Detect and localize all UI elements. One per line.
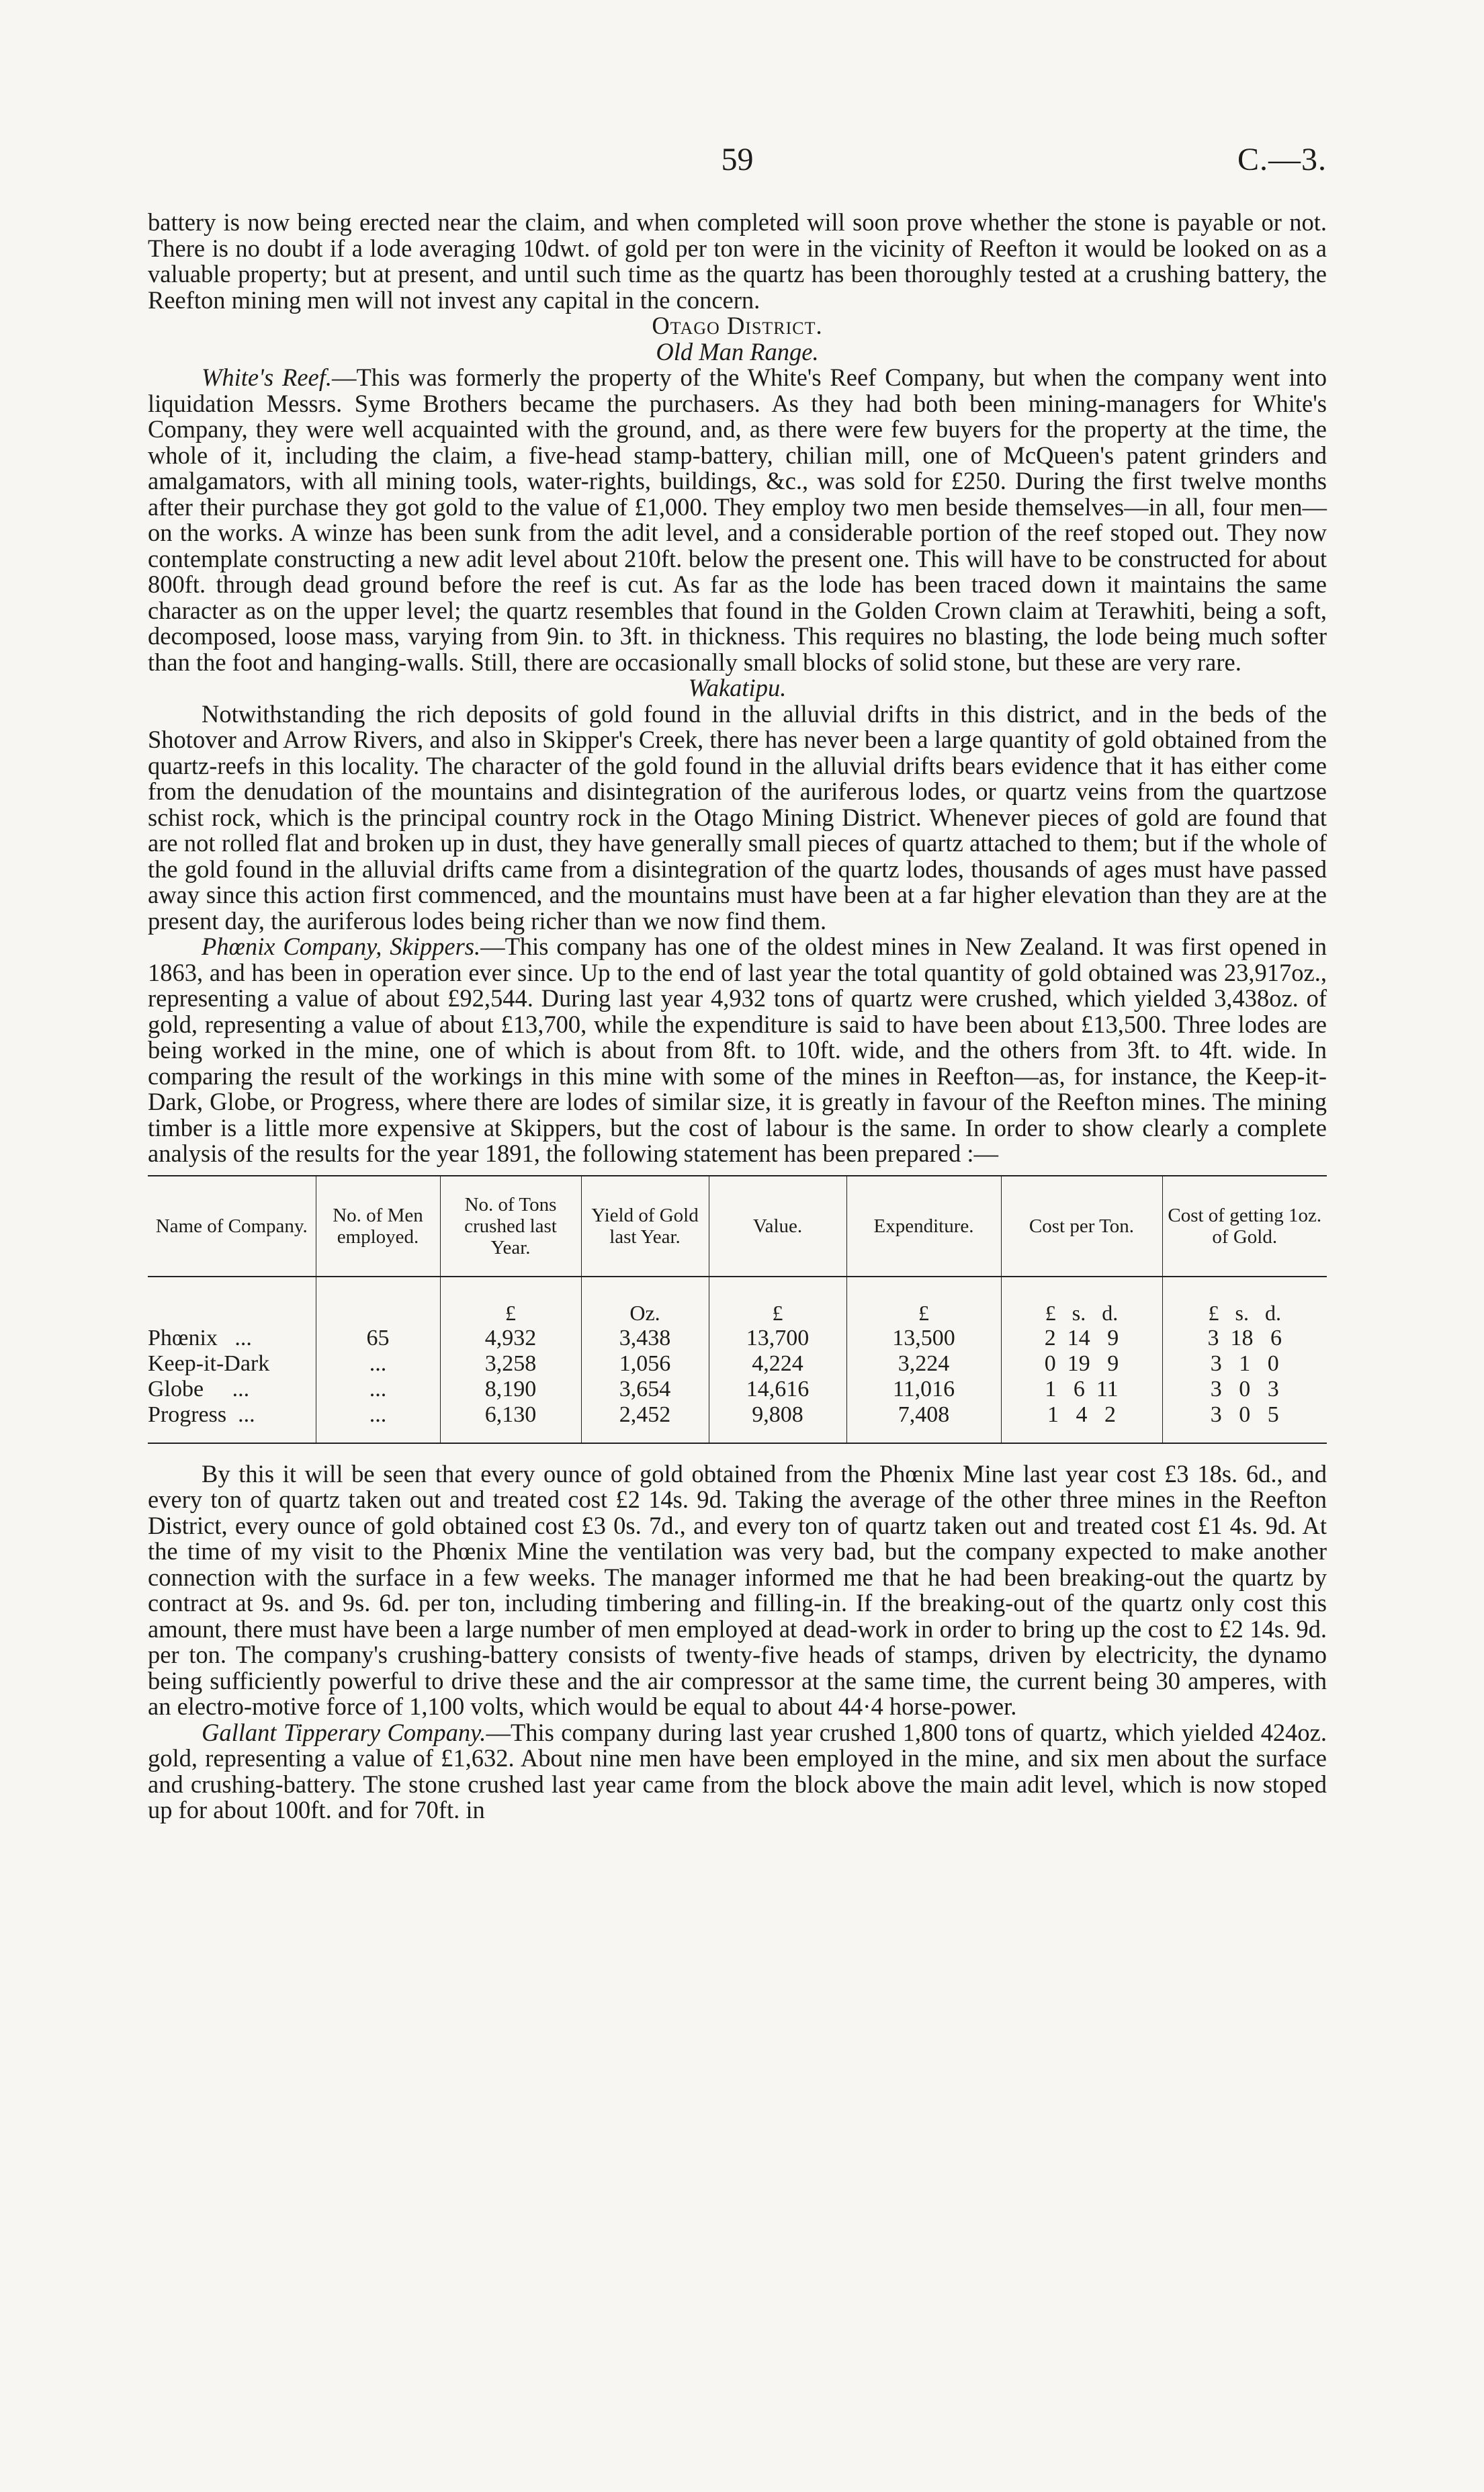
- expenditure-cell: 11,016: [846, 1377, 1001, 1402]
- tons-cell: 8,190: [440, 1377, 581, 1402]
- expenditure-cell: 13,500: [846, 1326, 1001, 1351]
- header-company: Name of Company.: [148, 1176, 316, 1277]
- whites-reef-lead: White's Reef.: [202, 363, 332, 391]
- value-cell: 4,224: [709, 1351, 846, 1377]
- cost-per-ton-cell: 2 14 9: [1001, 1326, 1162, 1351]
- company-name: Keep-it-Dark: [148, 1351, 316, 1377]
- expenditure-cell: 3,224: [846, 1351, 1001, 1377]
- value-cell: 14,616: [709, 1377, 846, 1402]
- header-tons: No. of Tons crushed last Year.: [440, 1176, 581, 1277]
- document-reference: C.—3.: [1237, 142, 1327, 177]
- yield-cell: 1,056: [581, 1351, 709, 1377]
- gallant-tipperary-text: —This company during last year crushed 1,800 tons of quartz, which yielded 424oz. gold, representing a value of £1,632. About nine men have been employed in the mine, and six men about the surface and crushing-battery. The stone crushed last year came from the block above the main adit level, which is now stoped up for about 100ft. and for 70ft. in: [148, 1718, 1327, 1823]
- cost-per-ton-cell: 0 19 9: [1001, 1351, 1162, 1377]
- tons-cell: 4,932: [440, 1326, 581, 1351]
- cost-per-oz-cell: 3 18 6: [1207, 1325, 1282, 1350]
- table-row: [148, 1351, 1327, 1377]
- tons-cell: 3,258: [440, 1351, 581, 1377]
- gallant-tipperary-paragraph: [148, 1720, 1327, 1823]
- cost-per-ton-cell: 1 4 2: [1001, 1402, 1162, 1443]
- yield-cell: 3,438: [581, 1326, 709, 1351]
- wakatipu-heading: Wakatipu.: [688, 674, 787, 701]
- unit-cell: £ s. d.: [1001, 1277, 1162, 1326]
- unit-cell: £ s. d.: [1208, 1300, 1281, 1325]
- mine-results-table: [148, 1175, 1327, 1444]
- company-name: Progress ...: [148, 1402, 316, 1443]
- whites-reef-paragraph: [148, 365, 1327, 675]
- header-cost-per-ton: Cost per Ton.: [1001, 1176, 1162, 1277]
- cost-per-ton-cell: 1 6 11: [1001, 1377, 1162, 1402]
- cost-per-oz-cell: 3 0 3: [1210, 1376, 1279, 1402]
- tons-cell: 6,130: [440, 1402, 581, 1443]
- unit-cell: £: [440, 1277, 581, 1326]
- unit-cell: Oz.: [581, 1277, 709, 1326]
- men-cell: ...: [316, 1402, 440, 1443]
- company-name: Phœnix ...: [148, 1326, 316, 1351]
- expenditure-cell: 7,408: [846, 1402, 1001, 1443]
- table-row: [148, 1377, 1327, 1402]
- cost-per-oz-cell: 3 0 5: [1162, 1402, 1327, 1443]
- yield-cell: 2,452: [581, 1402, 709, 1443]
- intro-paragraph: battery is now being erected near the claim, and when completed will soon prove whether the stone is payable or not. There is no doubt if a lode averaging 10dwt. of gold per ton were in the vicinity of Reefton it would be looked on as a valuable property; but at present, and until such time as the quartz has been thoroughly tested at a crushing battery, the Reefton mining men will not invest any capital in the concern.: [148, 208, 1327, 314]
- value-cell: 13,700: [709, 1326, 846, 1351]
- phoenix-paragraph: [148, 934, 1327, 1167]
- page-number: 59: [721, 142, 754, 177]
- men-cell: ...: [316, 1351, 440, 1377]
- table-header-row: [148, 1176, 1327, 1277]
- district-heading: Otago District.: [652, 312, 823, 339]
- gallant-tipperary-lead: Gallant Tipperary Company.: [202, 1718, 486, 1746]
- value-cell: 9,808: [709, 1402, 846, 1443]
- analysis-paragraph: By this it will be seen that every ounce of gold obtained from the Phœnix Mine last year cost £3 18s. 6d., and every ton of quartz taken out and treated cost £2 14s. 9d. Taking the average of the other three mines in the Reefton District, every ounce of gold obtained cost £3 0s. 7d., and every ton of quartz taken out and treated cost £1 4s. 9d. At the time of my visit to the Phœnix Mine the ventilation was very bad, but the company expected to make another connection with the surface in a few weeks. The manager informed me that he had been breaking-out the quartz by contract at 9s. and 9s. 6d. per ton, including timbering and filling-in. If the breaking-out of the quartz only cost this amount, there must have been a large number of men employed at dead-work in order to bring up the cost to £2 14s. 9d. per ton. The company's crushing-battery consists of twenty-five heads of stamps, driven by electricity, the dynamo being sufficiently powerful to drive these and the air compressor at the same time, the current being 30 amperes, with an electro-motive force of 1,100 volts, which would be equal to about 44·4 horse-power.: [148, 1459, 1327, 1720]
- table-row: [148, 1326, 1327, 1351]
- unit-cell: £: [846, 1277, 1001, 1326]
- table-units-row: [148, 1277, 1327, 1326]
- company-name: Globe ...: [148, 1377, 316, 1402]
- document-body: [148, 210, 1327, 1823]
- cost-per-oz-cell: 3 1 0: [1210, 1350, 1279, 1376]
- unit-cell: £: [709, 1277, 846, 1326]
- header-value: Value.: [709, 1176, 846, 1277]
- table-row: [148, 1402, 1327, 1443]
- header-yield: Yield of Gold last Year.: [581, 1176, 709, 1277]
- men-cell: 65: [316, 1326, 440, 1351]
- page-header: [148, 141, 1327, 188]
- phoenix-text: —This company has one of the oldest mines in New Zealand. It was first opened in 1863, and has been in operation ever since. Up to the end of last year the total quantity of gold obtained was 23,917oz., representing a value of about £92,544. During last year 4,932 tons of quartz were crushed, which yielded 3,438oz. of gold, representing a value of about £13,700, while the expenditure is said to have been about £13,500. Three lodes are being worked in the mine, one of which is about from 8ft. to 10ft. wide, and the others from 3ft. to 4ft. wide. In comparing the result of the workings in this mine with some of the mines in Reefton—as, for instance, the Keep-it-Dark, Globe, or Progress, where there are lodes of similar size, it is greatly in favour of the Reefton mines. The mining timber is a little more expensive at Skippers, but the cost of labour is the same. In order to show clearly a complete analysis of the results for the year 1891, the following statement has been prepared :—: [148, 933, 1327, 1167]
- unit-cell: [148, 1277, 316, 1326]
- yield-cell: 3,654: [581, 1377, 709, 1402]
- whites-reef-text: —This was formerly the property of the White's Reef Company, but when the company went into liquidation Messrs. Syme Brothers became the purchasers. As they had both been mining-managers for White's Company, they were well acquainted with the ground, and, as there were few buyers for the property at the time, the whole of it, including the claim, a five-head stamp-battery, chilian mill, one of McQueen's patent grinders and amalgamators, with all mining tools, water-rights, buildings, &c., was sold for £250. During the first twelve months after their purchase they got gold to the value of £1,000. They employ two men beside themselves—in all, four men—on the works. A winze has been sunk from the adit level, and a considerable portion of the reef stoped out. They now contemplate constructing a new adit level about 210ft. below the present one. This will have to be constructed for about 800ft. through dead ground before the reef is cut. As far as the lode has been traced down it maintains the same character as on the upper level; the quartz resembles that found in the Golden Crown claim at Terawhiti, being a soft, decomposed, loose mass, varying from 9in. to 3ft. in thickness. This requires no blasting, the lode being much softer than the foot and hanging-walls. Still, there are occasionally small blocks of solid stone, but these are very rare.: [148, 363, 1327, 676]
- men-cell: ...: [316, 1377, 440, 1402]
- header-expenditure: Expenditure.: [846, 1176, 1001, 1277]
- unit-cell: [316, 1277, 440, 1326]
- wakatipu-paragraph: Notwithstanding the rich deposits of gold found in the alluvial drifts in this district, and in the beds of the Shotover and Arrow Rivers, and also in Skipper's Creek, there has never been a large quantity of gold obtained from the quartz-reefs in this locality. The character of the gold found in the alluvial drifts bears evidence that it has either come from the denudation of the mountains and disintegration of the auriferous lodes, or quartz veins from the quartzose schist rock, which is the principal country rock in the Otago Mining District. Whenever pieces of gold are found that are not rolled flat and broken up in dust, they have generally small pieces of quartz attached to them; but if the whole of the gold found in the alluvial drifts came from a disintegration of the quartz lodes, thousands of ages must have passed away since this action first commenced, and the mountains must have been at a far higher elevation than they are at the present day, the auriferous lodes being richer than we now find them.: [148, 699, 1327, 935]
- header-men: No. of Men employed.: [316, 1176, 440, 1277]
- range-heading: Old Man Range.: [656, 337, 819, 366]
- header-cost-per-oz: Cost of getting 1oz. of Gold.: [1162, 1176, 1327, 1277]
- phoenix-lead: Phœnix Company, Skippers.: [202, 933, 481, 960]
